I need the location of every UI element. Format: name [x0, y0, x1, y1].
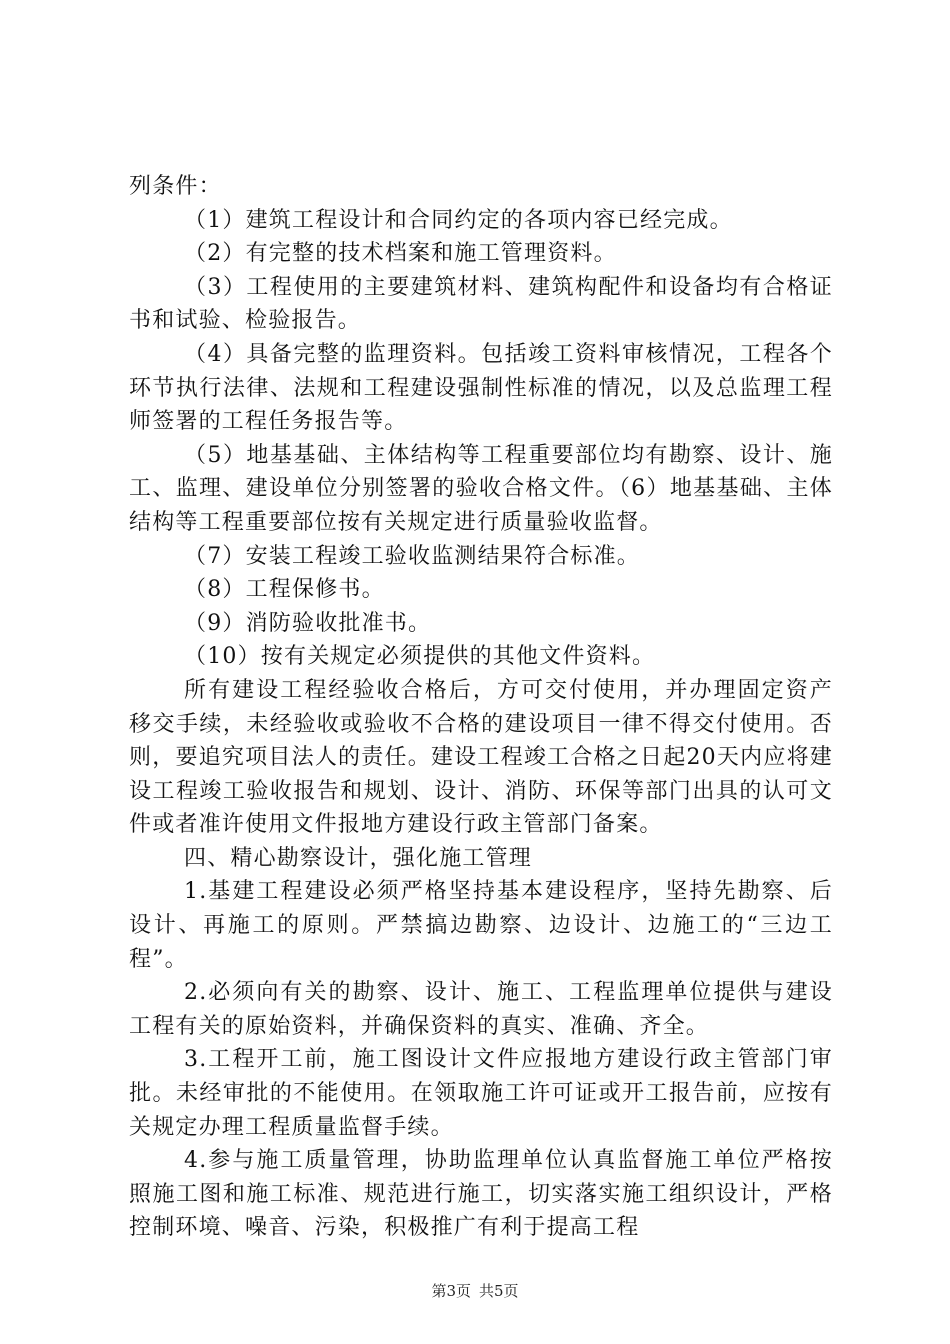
page-footer [0, 1281, 950, 1301]
paragraph-item-5-6: （5）地基基础、主体结构等工程重要部位均有勘察、设计、施工、监理、建设单位分别签署的验收合格文件。（6）地基基础、主体结构等工程重要部位按有关规定进行质量验收监督。 [129, 442, 833, 535]
paragraph-item-9: （9）消防验收批准书。 [184, 610, 432, 636]
paragraph-item-1: （1）建筑工程设计和合同约定的各项内容已经完成。 [184, 207, 733, 233]
paragraph-point-4: 4.参与施工质量管理，协助监理单位认真监督施工单位严格按照施工图和施工标准、规范进行施工，切实落实施工组织设计，严格控制环境、噪音、污染，积极推广有利于提高工程 [129, 1148, 833, 1241]
paragraph-item-3: （3）工程使用的主要建筑材料、建筑构配件和设备均有合格证书和试验、检验报告。 [129, 274, 833, 334]
paragraph-item-8: （8）工程保修书。 [184, 577, 385, 603]
paragraph-continuation: 列条件： [129, 174, 222, 199]
paragraph-point-2: 2.必须向有关的勘察、设计、施工、工程监理单位提供与建设工程有关的原始资料，并确保资料的真实、准确、齐全。 [129, 980, 833, 1039]
paragraph-item-2: （2）有完整的技术档案和施工管理资料。 [184, 241, 617, 267]
document-body [129, 170, 833, 1245]
paragraph-point-3: 3.工程开工前，施工图设计文件应报地方建设行政主管部门审批。未经审批的不能使用。在领取施工许可证或开工报告前，应按有关规定办理工程质量监督手续。 [129, 1047, 833, 1140]
paragraph-point-1: 1.基建工程建设必须严格坚持基本建设程序，坚持先勘察、后设计、再施工的原则。严禁搞边勘察、边设计、边施工的“三边工程”。 [129, 879, 833, 972]
paragraph-item-4: （4）具备完整的监理资料。包括竣工资料审核情况，工程各个环节执行法律、法规和工程建设强制性标准的情况，以及总监理工程师签署的工程任务报告等。 [129, 341, 833, 435]
paragraph-item-10: （10）按有关规定必须提供的其他文件资料。 [184, 644, 656, 670]
section-heading: 四、精心勘察设计，强化施工管理 [184, 845, 533, 871]
paragraph-item-7: （7）安装工程竣工验收监测结果符合标准。 [184, 543, 640, 569]
page-number-current: 第3页 [431, 1282, 471, 1300]
paragraph-acceptance: 所有建设工程经验收合格后，方可交付使用，并办理固定资产移交手续，未经验收或验收不合格的建设项目一律不得交付使用。否则，要追究项目法人的责任。建设工程竣工合格之日起20天内应将建设工程竣工验收报告和规划、设计、消防、环保等部门出具的认可文件或者准许使用文件报地方建设行政主管部门备案。 [129, 677, 833, 838]
page-number-total: 共5页 [479, 1282, 519, 1300]
